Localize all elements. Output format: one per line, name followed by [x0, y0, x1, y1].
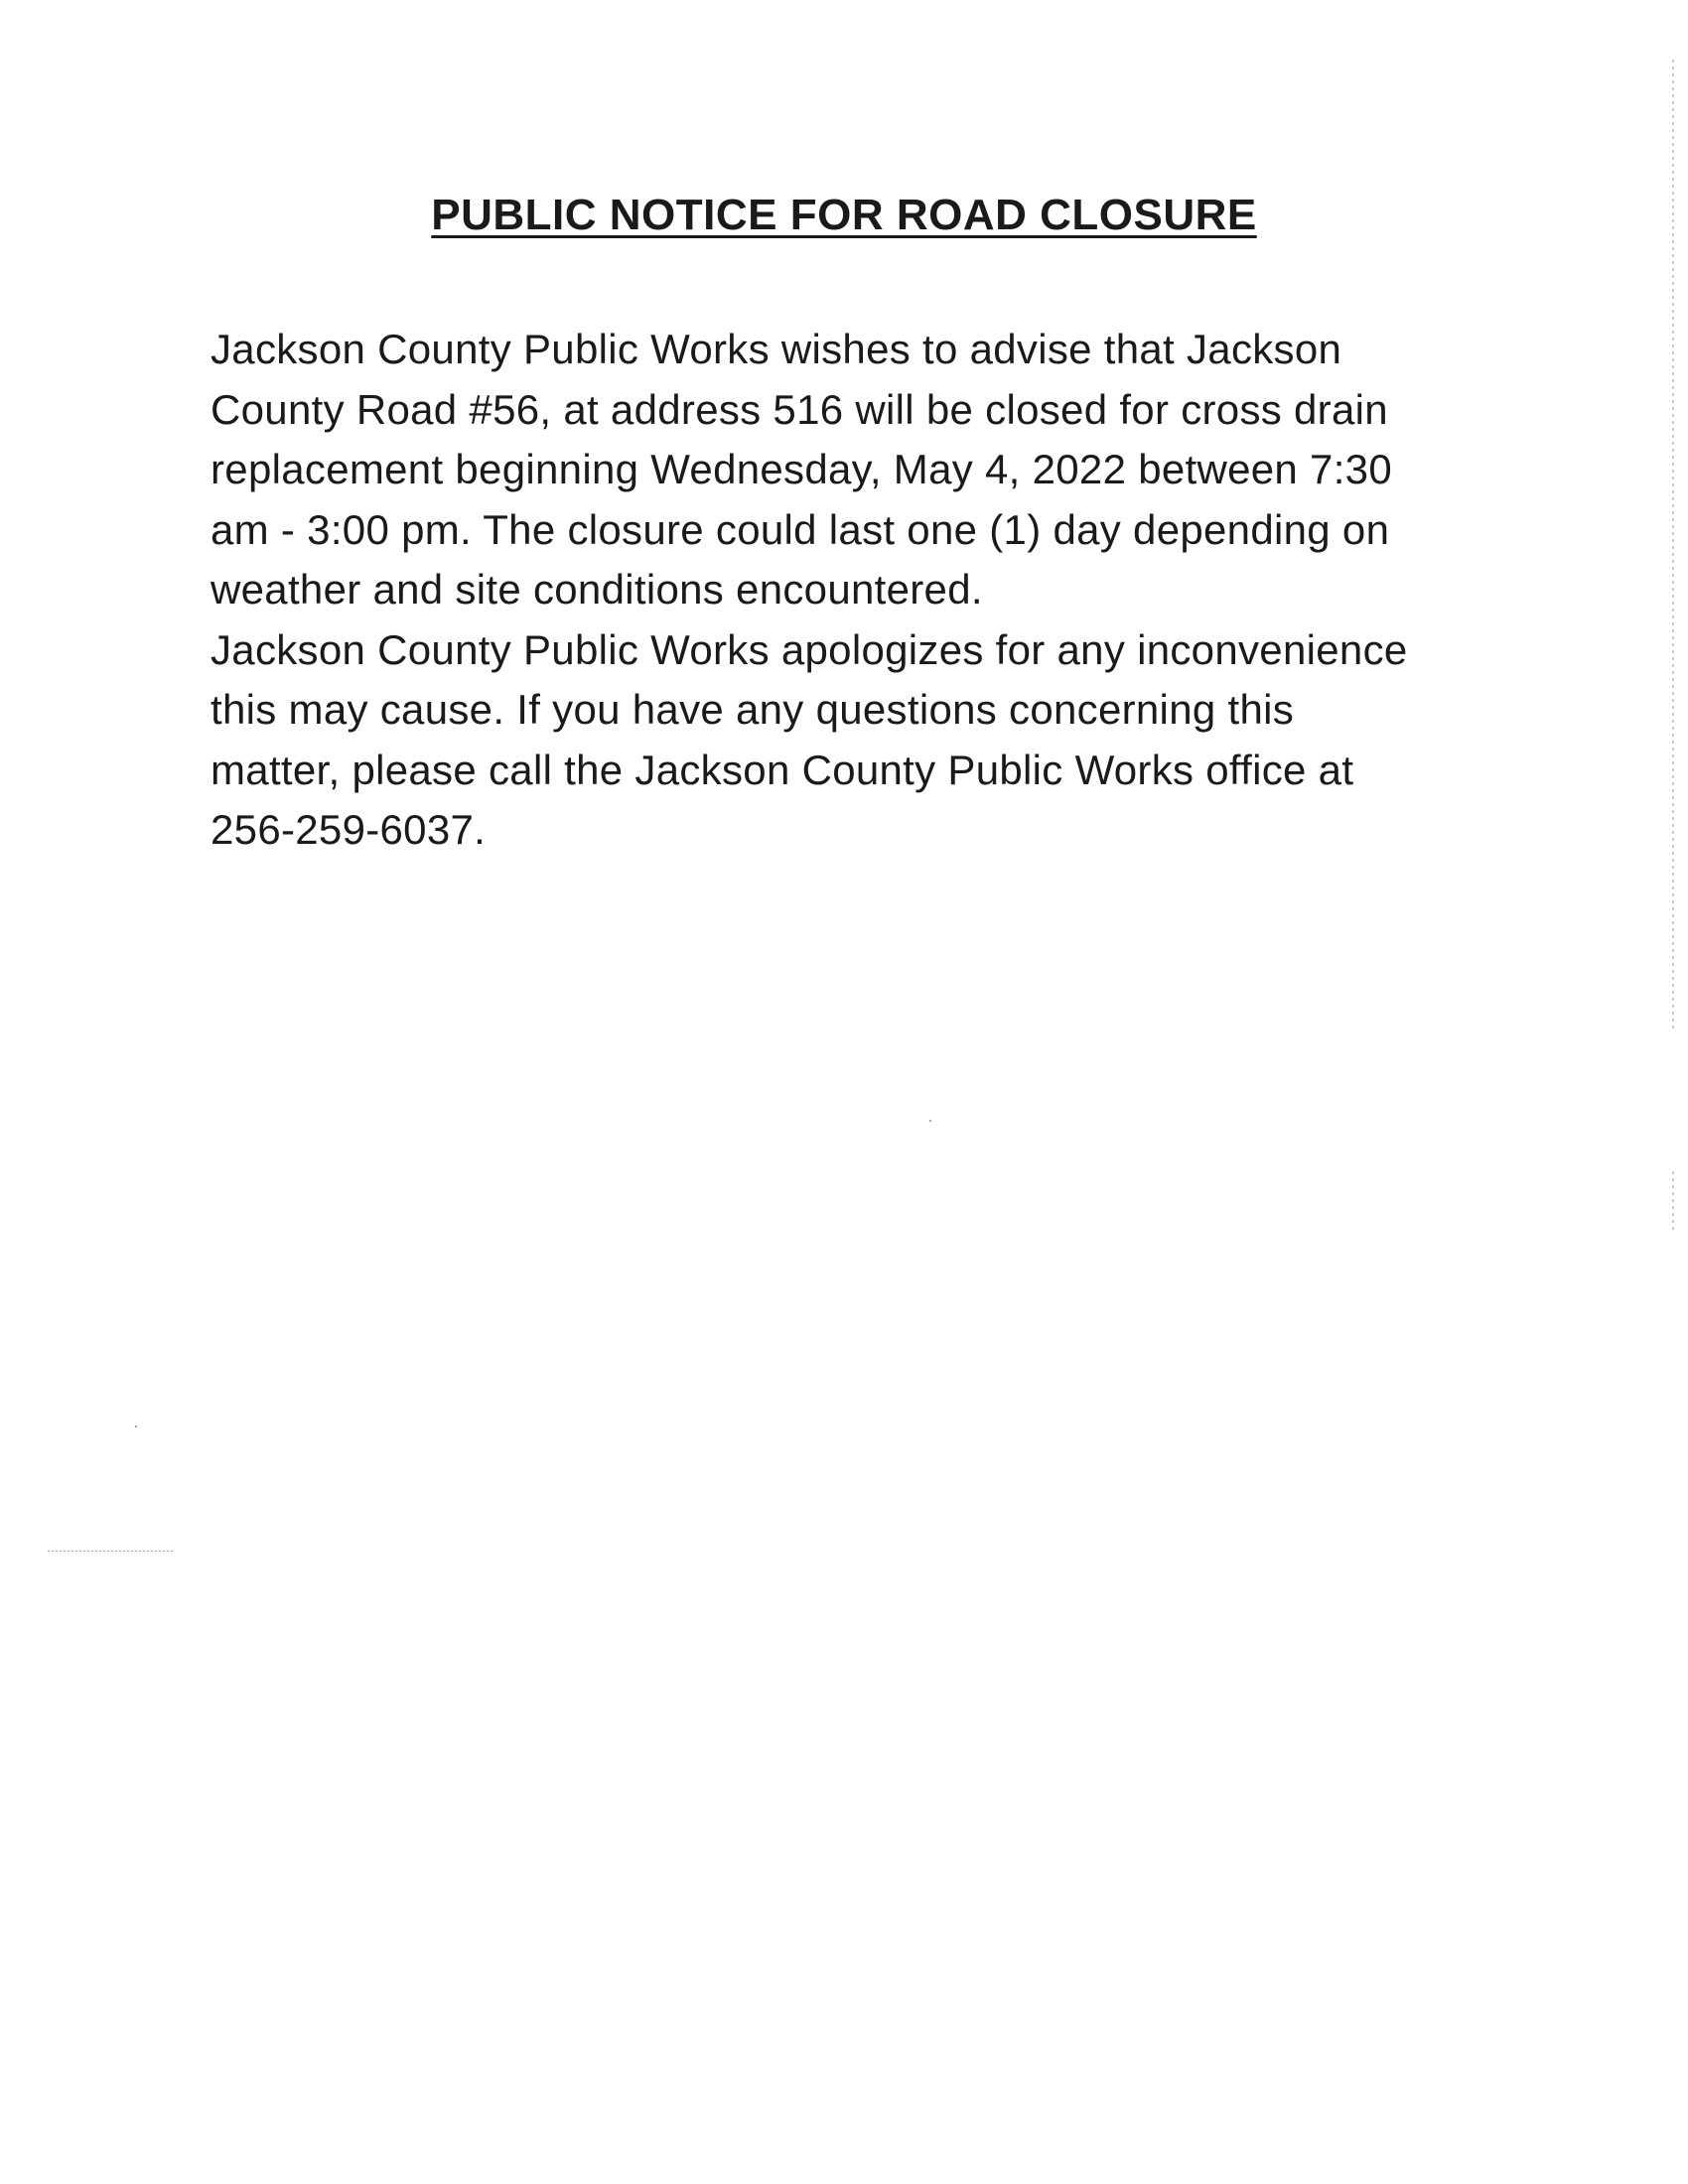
- notice-body: [211, 320, 1501, 861]
- scan-speck: [135, 1426, 137, 1428]
- scan-speck: [929, 1120, 931, 1122]
- notice-paragraph-closure: Jackson County Public Works wishes to advise that Jackson County Road #56, at address 516 will be closed for cross drain replacement beginning Wednesday, May 4, 2022 between 7:30 am - 3:00 pm. The closure could last one (1) day depending on weather and site conditions encountered.: [211, 326, 1393, 613]
- scan-edge-artifact: [1672, 1171, 1674, 1231]
- notice-title: [0, 191, 1688, 240]
- scan-dash-artifact: [48, 1551, 173, 1552]
- notice-title-text: PUBLIC NOTICE FOR ROAD CLOSURE: [431, 191, 1257, 239]
- scan-edge-artifact: [1672, 60, 1674, 1032]
- notice-paragraph-apology: Jackson County Public Works apologizes for any inconvenience this may cause. If you have any questions concerning this matter, please call the Jackson County Public Works office at 256-259-6037.: [211, 625, 1408, 853]
